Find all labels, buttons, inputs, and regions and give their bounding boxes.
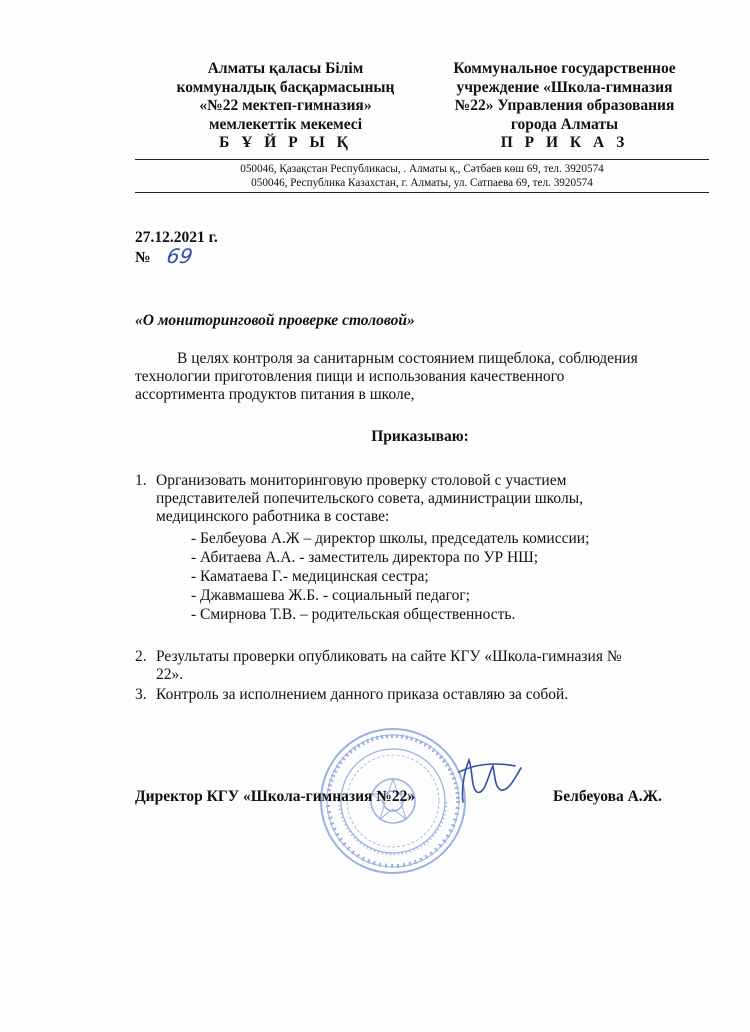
signatory-position: Директор КГУ «Школа-гимназия №22» (135, 788, 416, 805)
item-line: медицинского работника в составе: (156, 508, 390, 525)
header-kz-line: мемлекеттік мекемесі (208, 115, 362, 133)
header-ru-line: города Алматы (510, 115, 619, 133)
header-kz-line: «№22 мектеп-гимназия» (199, 97, 372, 114)
preamble-line: В целях контроля за санитарным состоянием пищеблока, соблюдения (177, 350, 638, 367)
header-kz-doc-type: Б Ұ Й Р Ы Қ (219, 134, 352, 151)
address-divider (135, 192, 709, 193)
commission-member: - Абитаева А.А. - заместитель директора по УР НШ; (191, 549, 539, 566)
item-number: 1. (135, 472, 147, 489)
header-ru-line: №22» Управления образования (454, 97, 675, 114)
header-divider (135, 159, 709, 160)
order-subject: «О мониторинговой проверке столовой» (135, 312, 415, 329)
item-line: представителей попечительского совета, администрации школы, (156, 490, 583, 507)
preamble-line: ассортимента продуктов питания в школе, (135, 386, 415, 403)
commission-member: - Смирнова Т.В. – родительская общественность. (191, 606, 516, 623)
preamble-line: технологии приготовления пищи и использования качественного (135, 368, 565, 385)
item-line: 22». (156, 666, 184, 683)
item-number: 3. (135, 686, 147, 703)
header-ru-line: учреждение «Школа-гимназия (456, 78, 673, 96)
item-number: 2. (135, 648, 147, 665)
header-kz-line: коммуналдық басқармасының (176, 78, 395, 96)
header-kz-institution (148, 60, 423, 153)
order-date: 27.12.2021 г. (135, 229, 218, 246)
commission-member: - Каматаева Г.- медицинская сестра; (191, 568, 429, 585)
director-signature (455, 752, 527, 812)
item-line: Результаты проверки опубликовать на сайте КГУ «Школа-гимназия № (156, 648, 622, 665)
header-ru-doc-type: П Р И К А З (500, 134, 629, 151)
signatory-name: Белбеуова А.Ж. (553, 788, 662, 805)
address-kz: 050046, Қазақстан Республикасы, . Алматы қ., Сәтбаев көш 69, тел. 3920574 (240, 163, 604, 175)
item-line: Контроль за исполнением данного приказа оставляю за собой. (156, 686, 569, 703)
address-ru: 050046, Республика Казахстан, г. Алматы, ул. Сатпаева 69, тел. 3920574 (251, 177, 593, 189)
preamble (135, 350, 707, 404)
header-ru-line: Коммунальное государственное (453, 60, 676, 77)
order-number-handwritten: 69 (164, 244, 195, 268)
order-number-label: № (135, 249, 151, 266)
commission-member: - Белбеуова А.Ж – директор школы, председатель комиссии; (191, 530, 590, 547)
header-ru-institution (432, 60, 697, 153)
item-line: Организовать мониторинговую проверку столовой с участием (156, 472, 567, 489)
order-word: Приказываю: (371, 428, 469, 445)
commission-member: - Джавмашева Ж.Б. - социальный педагог; (191, 587, 471, 604)
header-kz-line: Алматы қаласы Білім (207, 60, 364, 77)
